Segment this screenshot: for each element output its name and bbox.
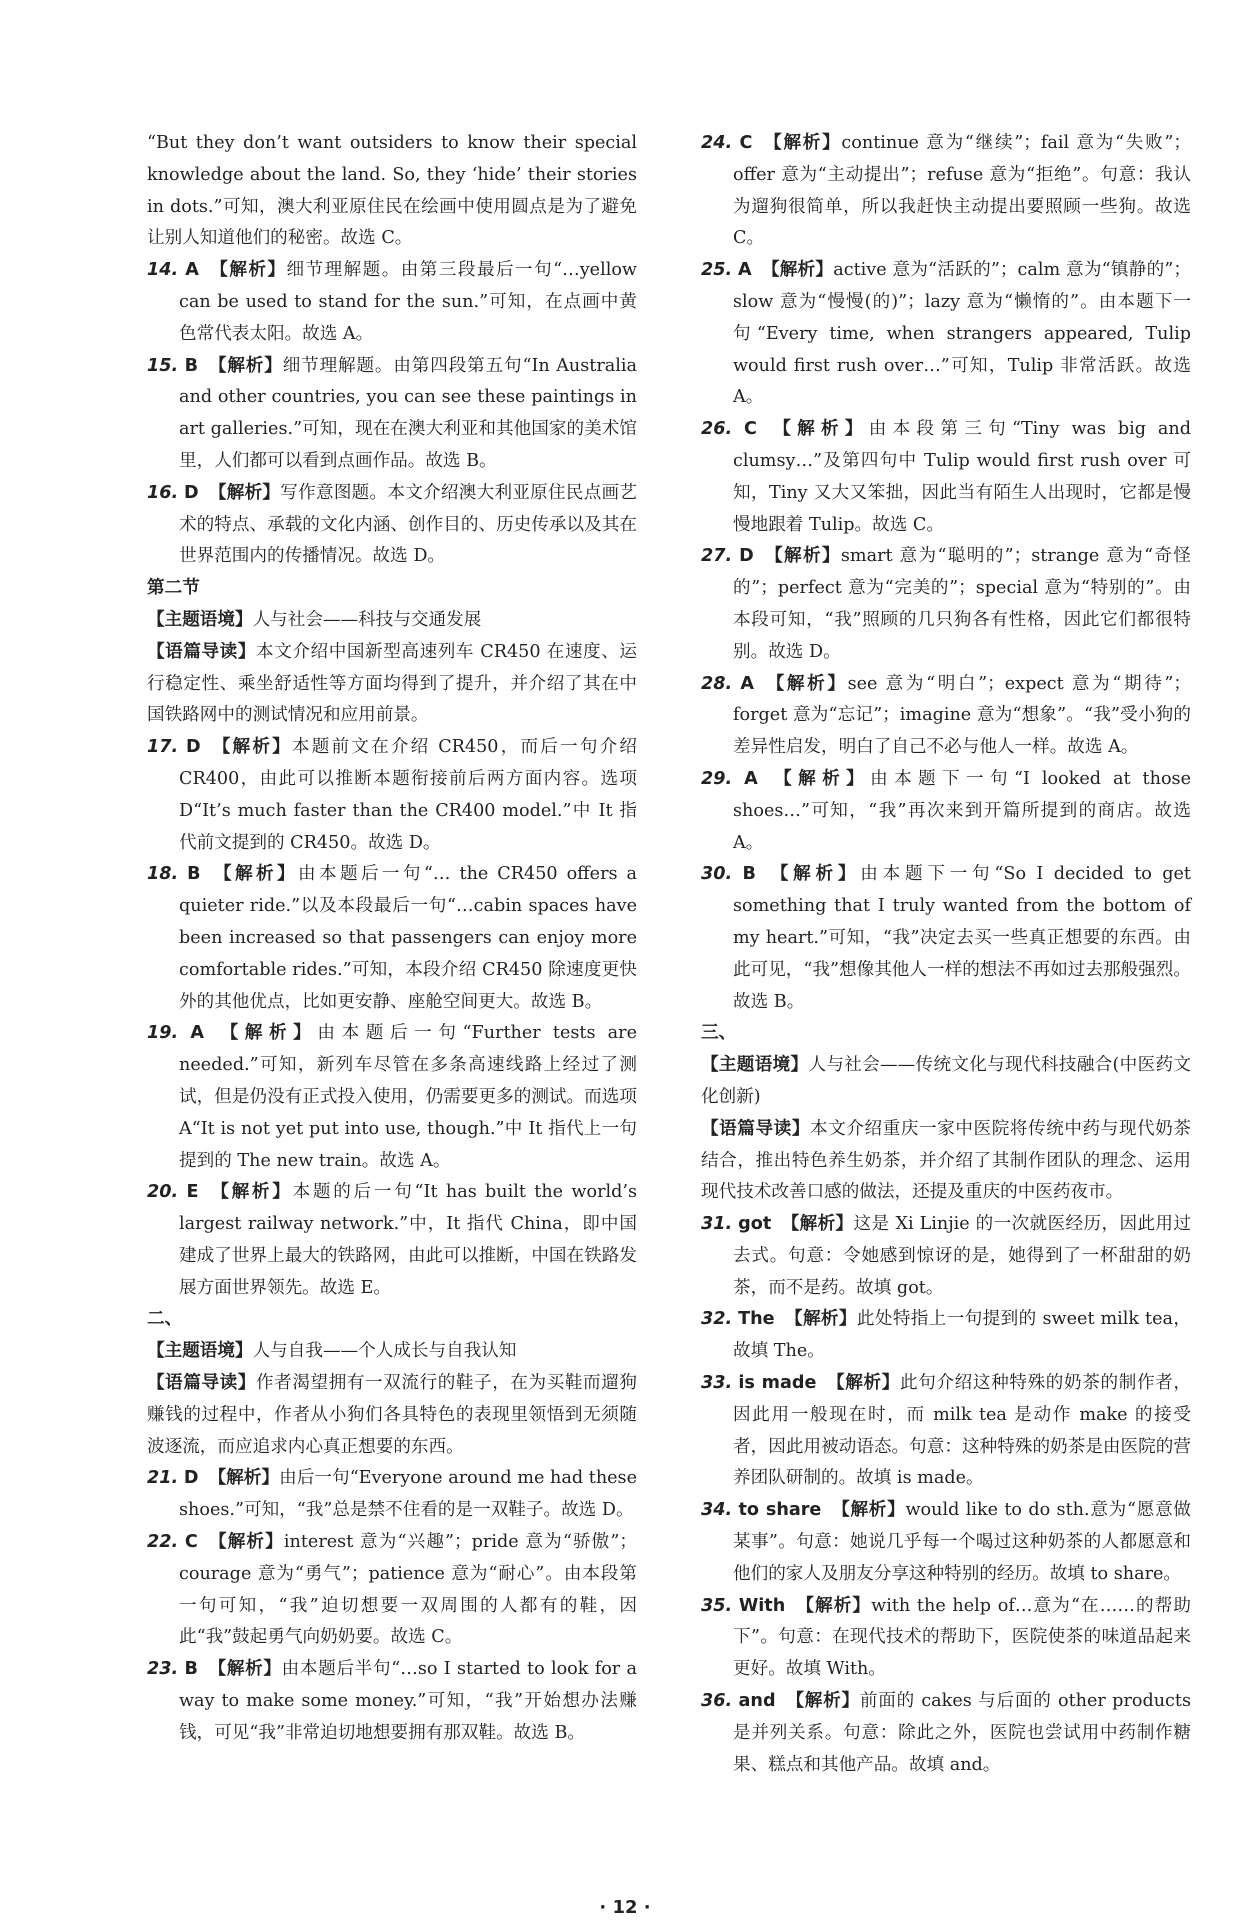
context-line (701, 1050, 1191, 1114)
analysis-text: 由本段第三句“Tiny was big and clumsy…”及第四句中 Tulip would first rush over 可知，Tiny 又大又笨拙，因此当有陌生人出现时，它都是慢慢地跟着 Tulip。故选 C。 (733, 419, 1191, 535)
answer-item (701, 1304, 1191, 1368)
question-number: 31. (701, 1214, 733, 1235)
right-column (701, 128, 1191, 1781)
analysis-tag: 【解析】 (761, 260, 834, 281)
section-heading: 第二节 (147, 578, 200, 599)
analysis-text: 前面的 cakes 与后面的 other products 是并列关系。句意：除此之外，医院也尝试用中药制作糖果、糕点和其他产品。故填 and。 (733, 1691, 1191, 1775)
analysis-text: 由本题下一句“I looked at those shoes…”可知，“我”再次来到开篇所提到的商店。故选 A。 (733, 768, 1191, 853)
context-tag: 【主题语境】 (147, 609, 253, 630)
context-line (147, 1336, 637, 1368)
analysis-tag: 【解析】 (208, 260, 287, 281)
question-number: 36. (701, 1691, 733, 1712)
question-number: 15. (147, 355, 179, 376)
answer-key: B (742, 864, 756, 885)
context-line (147, 1368, 637, 1463)
answer-key: C (184, 1532, 198, 1553)
analysis-tag: 【解析】 (208, 355, 283, 376)
answer-key: B (187, 864, 201, 885)
answer-key: A (740, 673, 755, 694)
analysis-tag: 【解析】 (767, 768, 871, 789)
answer-item (147, 1527, 637, 1654)
analysis-text: 由后一句“Everyone around me had these shoes.”可知，“我”总是禁不住看的是一双鞋子。故选 D。 (179, 1468, 637, 1521)
analysis-tag: 【解析】 (763, 546, 841, 567)
question-number: 35. (701, 1595, 733, 1616)
answer-key: A (190, 1023, 204, 1044)
context-tag: 【主题语境】 (701, 1055, 809, 1076)
analysis-tag: 【解析】 (766, 419, 869, 440)
context-text: 作者渴望拥有一双流行的鞋子，在为买鞋而遛狗赚钱的过程中，作者从小狗们各具特色的表现里领悟到无须随波逐流，而应追求内心真正想要的东西。 (147, 1373, 637, 1457)
analysis-text: 写作意图题。本文介绍澳大利亚原住民点画艺术的特点、承载的文化内涵、创作目的、历史传承以及其在世界范围内的传播情况。故选 D。 (179, 482, 637, 567)
answer-key: The (738, 1309, 775, 1330)
analysis-tag: 【解析】 (208, 1468, 280, 1489)
question-number: 33. (701, 1373, 733, 1394)
question-number: 16. (147, 482, 179, 503)
answer-key: A (744, 768, 758, 789)
answer-item (147, 1018, 637, 1177)
analysis-text: would like to do sth.意为“愿意做某事”。句意：她说几乎每一个喝过这种奶茶的人都愿意和他们的家人及朋友分享这种特别的经历。故填 to share。 (733, 1500, 1192, 1584)
answer-item (147, 1463, 637, 1527)
answer-item (701, 1591, 1191, 1686)
question-number: 26. (701, 419, 733, 440)
question-number: 22. (147, 1532, 179, 1553)
answer-item (147, 732, 637, 859)
context-tag: 【语篇导读】 (147, 641, 257, 662)
analysis-tag: 【解析】 (764, 673, 848, 694)
answer-key: C (739, 133, 753, 153)
answer-item (701, 1368, 1191, 1495)
answer-item (701, 414, 1191, 541)
answer-key: D (185, 737, 201, 758)
context-line (701, 1114, 1191, 1209)
answer-item (147, 478, 637, 573)
answer-key: D (184, 482, 199, 503)
context-text: 人与社会——科技与交通发展 (252, 609, 482, 630)
context-text: 人与社会——传统文化与现代科技融合(中医药文化创新) (701, 1055, 1191, 1107)
section-heading: 三、 (701, 1023, 737, 1044)
analysis-tag: 【解析】 (207, 1659, 282, 1680)
answer-item (701, 1495, 1191, 1590)
question-number: 24. (701, 133, 733, 153)
analysis-text: with the help of…意为“在……的帮助下”。句意：在现代技术的帮助下，医院使茶的味道品起来更好。故填 With。 (733, 1595, 1191, 1680)
question-number: 34. (701, 1500, 733, 1521)
answer-key: and (738, 1691, 776, 1712)
answer-key: to share (738, 1500, 822, 1521)
question-number: 28. (701, 673, 733, 694)
context-tag: 【主题语境】 (147, 1341, 253, 1362)
analysis-tag: 【解析】 (210, 864, 298, 885)
analysis-tag: 【解析】 (785, 1691, 860, 1712)
answer-item (701, 128, 1191, 255)
question-number: 29. (701, 768, 733, 789)
answer-key: A (738, 260, 752, 281)
analysis-text: continue 意为“继续”；fail 意为“失败”；offer 意为“主动提出”；refuse 意为“拒绝”。句意：我认为遛狗很简单，所以我赶快主动提出要照顾一些狗。故选 C。 (733, 133, 1192, 249)
answer-item (147, 351, 637, 478)
answer-item (701, 1209, 1191, 1304)
analysis-tag: 【解析】 (214, 1023, 318, 1044)
answer-item (701, 764, 1191, 859)
answer-key: B (184, 1659, 198, 1680)
analysis-tag: 【解析】 (208, 1182, 293, 1203)
answer-key: D (183, 1468, 199, 1489)
question-number: 14. (147, 260, 179, 281)
analysis-tag: 【解析】 (210, 737, 292, 758)
analysis-tag: 【解析】 (831, 1500, 906, 1521)
analysis-text: active 意为“活跃的”；calm 意为“镇静的”；slow 意为“慢慢(的)”；lazy 意为“懒惰的”。由本题下一句“Every time, when strangers appeared, Tulip would first rush over…”可知，Tulip 非常活跃。故选 A。 (733, 260, 1191, 408)
answer-key: B (184, 355, 199, 376)
context-tag: 【语篇导读】 (147, 1373, 257, 1394)
answer-key: With (738, 1595, 786, 1616)
analysis-text: 由本题后一句“Further tests are needed.”可知，新列车尽管在多条高速线路上经过了测试，但是仍没有正式投入使用，仍需要更多的测试。而选项 A“It is not yet put into use, though.”中 It 指代上一句提到的 The new train。故选 A。 (179, 1023, 637, 1171)
answer-item (701, 255, 1191, 414)
answer-item (701, 859, 1191, 1018)
answer-item (701, 541, 1191, 668)
question-number: 32. (701, 1309, 733, 1330)
answer-key: D (739, 546, 754, 567)
context-text: 本文介绍中国新型高速列车 CR450 在速度、运行稳定性、乘坐舒适性等方面均得到了提升，并介绍了其在中国铁路网中的测试情况和应用前景。 (147, 641, 637, 726)
question-number: 18. (147, 864, 179, 885)
question-number: 25. (701, 260, 733, 281)
page-number: · 12 · (599, 1897, 651, 1918)
analysis-text: 细节理解题。由第四段第五句“In Australia and other countries, you can see these paintings in art galleries.”可知，现在在澳大利亚和其他国家的美术馆里，人们都可以看到点画作品。故选 B。 (179, 355, 637, 471)
analysis-tag: 【解析】 (208, 482, 281, 503)
analysis-tag: 【解析】 (765, 864, 861, 885)
answer-item (147, 255, 637, 350)
context-tag: 【语篇导读】 (701, 1118, 811, 1139)
question-number: 20. (147, 1182, 179, 1203)
analysis-text: interest 意为“兴趣”；pride 意为“骄傲”；courage 意为“勇气”；patience 意为“耐心”。由本段第一句可知，“我”迫切想要一双周围的人都有的鞋，因此“我”鼓起勇气向奶奶要。故选 C。 (179, 1532, 637, 1648)
section-heading: 二、 (147, 1309, 183, 1330)
analysis-text: smart 意为“聪明的”；strange 意为“奇怪的”；perfect 意为“完美的”；special 意为“特别的”。由本段可知，“我”照顾的几只狗各有性格，因此它们都很特别。故选 D。 (733, 546, 1191, 662)
analysis-text: 本题的后一句“It has built the world’s largest railway network.”中，It 指代 China，即中国建成了世界上最大的铁路网，由此可以推断，中国在铁路发展方面世界领先。故选 E。 (179, 1182, 637, 1298)
analysis-tag: 【解析】 (781, 1214, 854, 1235)
context-text: 人与自我——个人成长与自我认知 (252, 1341, 517, 1362)
analysis-text: 这是 Xi Linjie 的一次就医经历，因此用过去式。句意：令她感到惊讶的是，她得到了一杯甜甜的奶茶，而不是药。故填 got。 (733, 1214, 1191, 1298)
question-number: 27. (701, 546, 733, 567)
answer-item (701, 669, 1191, 764)
question-number: 21. (147, 1468, 179, 1489)
analysis-text: 本题前文在介绍 CR450，而后一句介绍 CR400，由此可以推断本题衔接前后两方面内容。选项 D“It’s much faster than the CR400 model.”中 It 指代前文提到的 CR450。故选 D。 (179, 737, 637, 853)
answer-key: A (185, 260, 199, 281)
context-line (147, 605, 637, 637)
answer-item (147, 1177, 637, 1304)
analysis-text: 由本题下一句“So I decided to get something that I truly wanted from the bottom of my heart.”可知，“我”决定去买一些真正想要的东西。由此可见，“我”想像其他人一样的想法不再如过去那般强烈。故选 B。 (733, 864, 1191, 1012)
analysis-tag: 【解析】 (826, 1373, 900, 1394)
answer-item (147, 1654, 637, 1749)
analysis-text: 由本题后一句“… the CR450 offers a quieter ride.”以及本段最后一句“…cabin spaces have been increased so that passengers can enjoy more comfortable rides.”可知，本段介绍 CR450 除速度更快外的其他优点，比如更安静、座舱空间更大。故选 B。 (179, 864, 637, 1012)
question-number: 30. (701, 864, 733, 885)
analysis-tag: 【解析】 (762, 133, 842, 153)
answer-item (147, 859, 637, 1018)
context-text: 本文介绍重庆一家中医院将传统中药与现代奶茶结合，推出特色养生奶茶，并介绍了其制作团队的理念、运用现代技术改善口感的做法，还提及重庆的中医药夜市。 (701, 1118, 1191, 1203)
answer-key: got (738, 1214, 772, 1235)
analysis-text: 此句介绍这种特殊的奶茶的制作者，因此用一般现在时，而 milk tea 是动作 make 的接受者，因此用被动语态。句意：这种特殊的奶茶是由医院的营养团队研制的。故填 is made。 (733, 1373, 1191, 1489)
question-number: 19. (147, 1023, 179, 1044)
analysis-tag: 【解析】 (795, 1595, 872, 1616)
analysis-text: 此处特指上一句提到的 sweet milk tea，故填 The。 (733, 1309, 1191, 1362)
analysis-text: see 意为“明白”；expect 意为“期待”；forget 意为“忘记”；imagine 意为“想象”。“我”受小狗的差异性启发，明白了自己不必与他人一样。故选 A。 (733, 673, 1192, 758)
analysis-tag: 【解析】 (207, 1532, 284, 1553)
answer-item (701, 1686, 1191, 1781)
answer-key: is made (738, 1373, 817, 1394)
analysis-tag: 【解析】 (784, 1309, 857, 1330)
analysis-text: 由本题后半句“…so I started to look for a way to make some money.”可知，“我”开始想办法赚钱，可见“我”非常迫切地想要拥有那双鞋。故选 B。 (179, 1659, 637, 1743)
analysis-text: 细节理解题。由第三段最后一句“…yellow can be used to stand for the sun.”可知，在点画中黄色常代表太阳。故选 A。 (179, 260, 637, 344)
question-number: 23. (147, 1659, 179, 1680)
question-number: 17. (147, 737, 179, 758)
left-column (147, 128, 637, 1750)
paragraph: “But they don’t want outsiders to know their special knowledge about the land. So, they ‘hide’ their stories in dots.”可知，澳大利亚原住民在绘画中使用圆点是为了避免让别人知道他们的秘密。故选 C。 (147, 133, 637, 249)
answer-key: C (744, 419, 757, 440)
answer-key: E (186, 1182, 199, 1203)
context-line (147, 637, 637, 732)
